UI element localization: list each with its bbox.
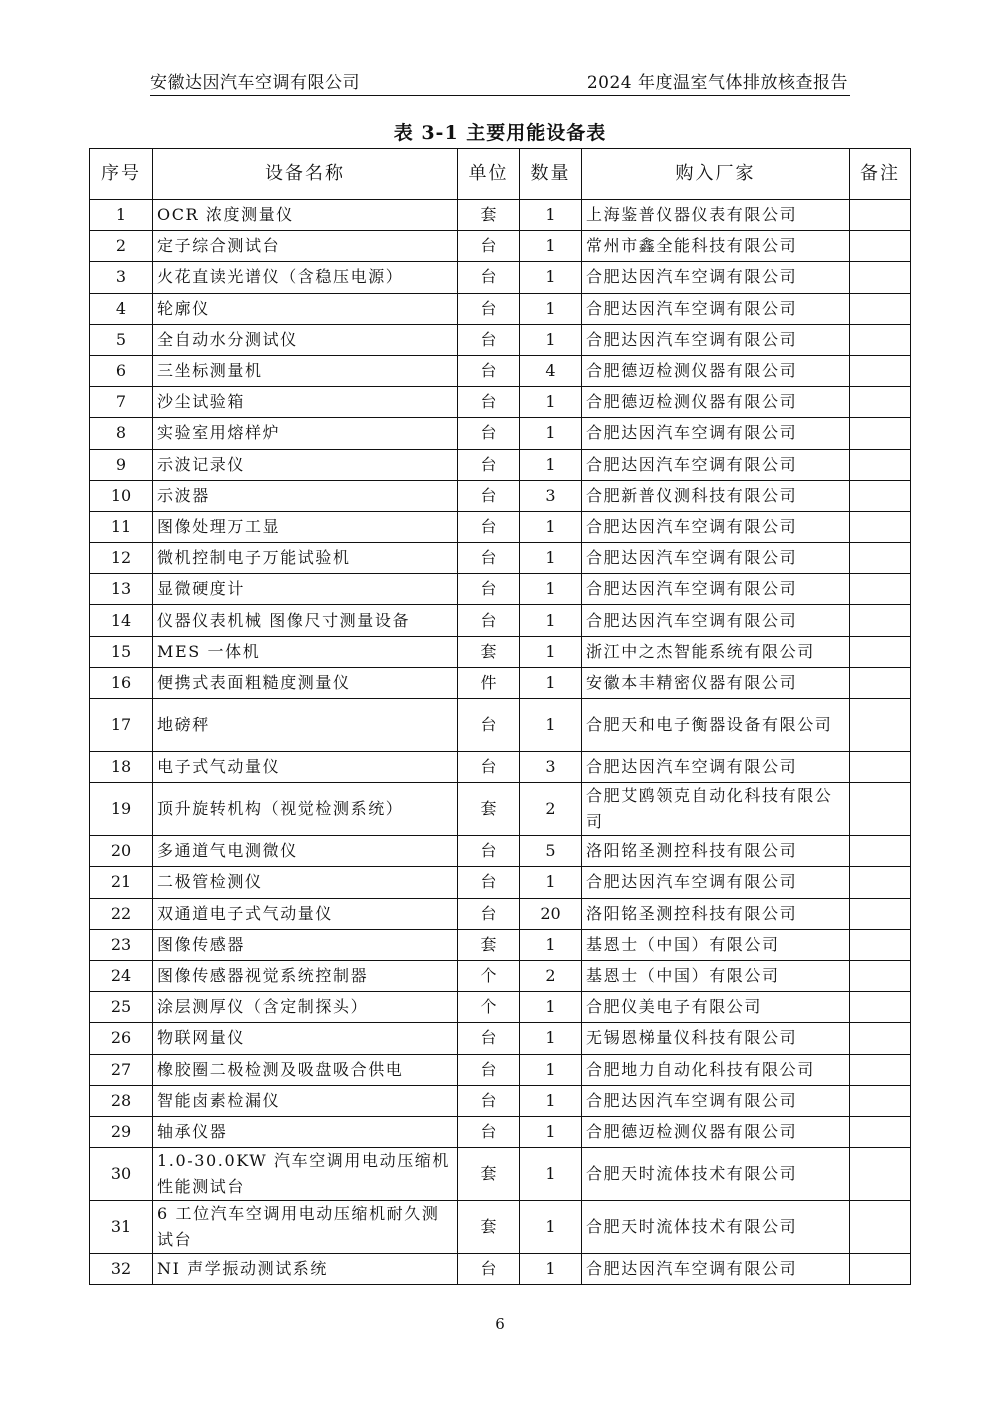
cell-vendor: 合肥地力自动化科技有限公司 [582,1054,850,1085]
cell-equipment-name: 全自动水分测试仪 [153,324,458,355]
cell-quantity: 1 [520,231,582,262]
cell-quantity: 1 [520,200,582,231]
cell-quantity: 1 [520,699,582,752]
cell-equipment-name: 仪器仪表机械 图像尺寸测量设备 [153,605,458,636]
table-row [90,836,911,867]
cell-no: 17 [90,699,153,752]
table-row [90,480,911,511]
equipment-table [89,148,911,1285]
table-row [90,543,911,574]
cell-no: 3 [90,262,153,293]
cell-no: 21 [90,867,153,898]
cell-no: 15 [90,636,153,667]
table-row [90,699,911,752]
cell-equipment-name: 涂层测厚仪（含定制探头） [153,992,458,1023]
cell-quantity: 1 [520,262,582,293]
cell-note [850,699,911,752]
cell-vendor: 合肥达因汽车空调有限公司 [582,867,850,898]
cell-vendor: 洛阳铭圣测控科技有限公司 [582,836,850,867]
cell-quantity: 1 [520,1116,582,1147]
cell-vendor: 合肥达因汽车空调有限公司 [582,1254,850,1285]
cell-equipment-name: 电子式气动量仪 [153,752,458,783]
table-row [90,929,911,960]
cell-equipment-name: 图像处理万工显 [153,511,458,542]
cell-note [850,387,911,418]
table-row [90,511,911,542]
cell-equipment-name: 火花直读光谱仪（含稳压电源） [153,262,458,293]
table-row [90,1023,911,1054]
cell-equipment-name: 定子综合测试台 [153,231,458,262]
cell-equipment-name: MES 一体机 [153,636,458,667]
cell-note [850,1201,911,1254]
cell-no: 29 [90,1116,153,1147]
cell-no: 9 [90,449,153,480]
cell-no: 1 [90,200,153,231]
table-row [90,200,911,231]
table-row [90,418,911,449]
cell-quantity: 20 [520,898,582,929]
cell-quantity: 1 [520,511,582,542]
cell-vendor: 合肥天时流体技术有限公司 [582,1201,850,1254]
cell-unit: 台 [458,355,520,386]
cell-no: 22 [90,898,153,929]
header-rule [150,95,850,96]
cell-note [850,1085,911,1116]
cell-unit: 台 [458,574,520,605]
cell-vendor: 基恩士（中国）有限公司 [582,929,850,960]
cell-unit: 套 [458,929,520,960]
cell-no: 6 [90,355,153,386]
cell-unit: 台 [458,752,520,783]
cell-unit: 台 [458,418,520,449]
header-company: 安徽达因汽车空调有限公司 [150,73,360,93]
cell-note [850,667,911,698]
cell-quantity: 1 [520,992,582,1023]
cell-unit: 个 [458,992,520,1023]
cell-note [850,324,911,355]
table-row [90,355,911,386]
cell-unit: 台 [458,511,520,542]
cell-unit: 套 [458,1201,520,1254]
cell-quantity: 1 [520,667,582,698]
table-row [90,636,911,667]
cell-unit: 台 [458,1116,520,1147]
cell-unit: 台 [458,1023,520,1054]
cell-note [850,783,911,836]
cell-equipment-name: 三坐标测量机 [153,355,458,386]
cell-note [850,867,911,898]
cell-equipment-name: 物联网量仪 [153,1023,458,1054]
cell-no: 31 [90,1201,153,1254]
col-header-unit: 单位 [458,149,520,200]
cell-unit: 台 [458,867,520,898]
cell-quantity: 1 [520,449,582,480]
cell-unit: 套 [458,200,520,231]
cell-quantity: 1 [520,543,582,574]
cell-quantity: 1 [520,867,582,898]
cell-note [850,449,911,480]
cell-equipment-name: 微机控制电子万能试验机 [153,543,458,574]
table-row [90,574,911,605]
cell-vendor: 合肥达因汽车空调有限公司 [582,511,850,542]
cell-unit: 台 [458,605,520,636]
cell-vendor: 合肥达因汽车空调有限公司 [582,262,850,293]
cell-no: 11 [90,511,153,542]
cell-vendor: 合肥达因汽车空调有限公司 [582,752,850,783]
cell-vendor: 合肥达因汽车空调有限公司 [582,1085,850,1116]
cell-no: 14 [90,605,153,636]
cell-equipment-name: 轴承仪器 [153,1116,458,1147]
cell-vendor: 安徽本丰精密仪器有限公司 [582,667,850,698]
cell-quantity: 1 [520,1201,582,1254]
cell-unit: 台 [458,1254,520,1285]
table-row [90,324,911,355]
cell-equipment-name: 轮廓仪 [153,293,458,324]
cell-equipment-name: 显微硬度计 [153,574,458,605]
cell-no: 2 [90,231,153,262]
cell-vendor: 合肥天时流体技术有限公司 [582,1148,850,1201]
table-caption: 表 3-1 主要用能设备表 [393,122,607,144]
cell-note [850,355,911,386]
cell-note [850,929,911,960]
table-row [90,1254,911,1285]
cell-quantity: 1 [520,418,582,449]
cell-quantity: 3 [520,480,582,511]
col-header-qty: 数量 [520,149,582,200]
cell-note [850,200,911,231]
cell-unit: 台 [458,1085,520,1116]
cell-note [850,231,911,262]
cell-note [850,418,911,449]
cell-quantity: 1 [520,293,582,324]
cell-unit: 台 [458,449,520,480]
cell-quantity: 2 [520,960,582,991]
cell-note [850,543,911,574]
cell-quantity: 4 [520,355,582,386]
cell-note [850,992,911,1023]
table-row [90,387,911,418]
cell-no: 28 [90,1085,153,1116]
table-row [90,1116,911,1147]
table-row [90,992,911,1023]
cell-note [850,836,911,867]
cell-equipment-name: 示波记录仪 [153,449,458,480]
cell-unit: 台 [458,293,520,324]
cell-no: 19 [90,783,153,836]
cell-vendor: 合肥达因汽车空调有限公司 [582,543,850,574]
cell-note [850,1054,911,1085]
cell-vendor: 合肥仪美电子有限公司 [582,992,850,1023]
cell-vendor: 合肥天和电子衡器设备有限公司 [582,699,850,752]
cell-unit: 台 [458,543,520,574]
page-number: 6 [495,1315,505,1333]
table-row [90,605,911,636]
cell-unit: 台 [458,231,520,262]
table-row [90,1054,911,1085]
cell-note [850,480,911,511]
header-report-title: 2024 年度温室气体排放核查报告 [586,73,848,93]
cell-quantity: 5 [520,836,582,867]
table-row [90,960,911,991]
cell-unit: 台 [458,387,520,418]
cell-equipment-name: 多通道气电测微仪 [153,836,458,867]
col-header-name: 设备名称 [153,149,458,200]
cell-equipment-name: 橡胶圈二极检测及吸盘吸合供电 [153,1054,458,1085]
cell-note [850,605,911,636]
cell-equipment-name: 便携式表面粗糙度测量仪 [153,667,458,698]
cell-vendor: 无锡恩梯量仪科技有限公司 [582,1023,850,1054]
cell-equipment-name: 1.0-30.0KW 汽车空调用电动压缩机性能测试台 [153,1148,458,1201]
cell-note [850,1116,911,1147]
cell-unit: 个 [458,960,520,991]
cell-vendor: 合肥德迈检测仪器有限公司 [582,387,850,418]
cell-no: 26 [90,1023,153,1054]
cell-unit: 套 [458,636,520,667]
cell-note [850,1148,911,1201]
table-row [90,898,911,929]
col-header-no: 序号 [90,149,153,200]
cell-vendor: 合肥艾鸥领克自动化科技有限公司 [582,783,850,836]
cell-unit: 套 [458,1148,520,1201]
cell-unit: 套 [458,783,520,836]
cell-no: 12 [90,543,153,574]
col-header-note: 备注 [850,149,911,200]
table-row [90,752,911,783]
cell-no: 4 [90,293,153,324]
cell-unit: 台 [458,1054,520,1085]
cell-equipment-name: 图像传感器视觉系统控制器 [153,960,458,991]
cell-vendor: 合肥达因汽车空调有限公司 [582,418,850,449]
cell-unit: 台 [458,898,520,929]
cell-no: 24 [90,960,153,991]
cell-no: 5 [90,324,153,355]
cell-vendor: 合肥新普仪测科技有限公司 [582,480,850,511]
cell-note [850,1023,911,1054]
cell-no: 20 [90,836,153,867]
cell-vendor: 基恩士（中国）有限公司 [582,960,850,991]
cell-no: 10 [90,480,153,511]
cell-equipment-name: 顶升旋转机构（视觉检测系统） [153,783,458,836]
cell-no: 18 [90,752,153,783]
cell-note [850,960,911,991]
table-row [90,783,911,836]
cell-note [850,511,911,542]
cell-equipment-name: 实验室用熔样炉 [153,418,458,449]
table-row [90,449,911,480]
cell-equipment-name: 6 工位汽车空调用电动压缩机耐久测试台 [153,1201,458,1254]
cell-unit: 台 [458,836,520,867]
table-row [90,293,911,324]
cell-unit: 台 [458,324,520,355]
cell-note [850,262,911,293]
cell-note [850,293,911,324]
cell-vendor: 上海鉴普仪器仪表有限公司 [582,200,850,231]
cell-no: 13 [90,574,153,605]
cell-quantity: 1 [520,1148,582,1201]
cell-no: 8 [90,418,153,449]
cell-unit: 台 [458,262,520,293]
cell-quantity: 1 [520,1085,582,1116]
cell-quantity: 1 [520,636,582,667]
table-row [90,1148,911,1201]
cell-note [850,636,911,667]
cell-quantity: 1 [520,1023,582,1054]
table-row [90,1201,911,1254]
cell-quantity: 1 [520,1254,582,1285]
cell-unit: 台 [458,699,520,752]
cell-vendor: 浙江中之杰智能系统有限公司 [582,636,850,667]
cell-note [850,898,911,929]
cell-equipment-name: 二极管检测仪 [153,867,458,898]
table-row [90,667,911,698]
cell-quantity: 1 [520,387,582,418]
cell-vendor: 合肥达因汽车空调有限公司 [582,449,850,480]
table-row [90,1085,911,1116]
cell-quantity: 1 [520,605,582,636]
cell-quantity: 1 [520,929,582,960]
cell-unit: 台 [458,480,520,511]
cell-equipment-name: 示波器 [153,480,458,511]
cell-no: 30 [90,1148,153,1201]
cell-quantity: 3 [520,752,582,783]
cell-no: 27 [90,1054,153,1085]
cell-vendor: 合肥达因汽车空调有限公司 [582,574,850,605]
cell-no: 32 [90,1254,153,1285]
col-header-vendor: 购入厂家 [582,149,850,200]
cell-note [850,574,911,605]
cell-note [850,1254,911,1285]
cell-quantity: 2 [520,783,582,836]
cell-equipment-name: 沙尘试验箱 [153,387,458,418]
cell-equipment-name: OCR 浓度测量仪 [153,200,458,231]
cell-equipment-name: 地磅秤 [153,699,458,752]
cell-vendor: 常州市鑫全能科技有限公司 [582,231,850,262]
cell-vendor: 合肥达因汽车空调有限公司 [582,605,850,636]
cell-equipment-name: 图像传感器 [153,929,458,960]
cell-no: 25 [90,992,153,1023]
table-row [90,262,911,293]
cell-vendor: 合肥达因汽车空调有限公司 [582,324,850,355]
cell-unit: 件 [458,667,520,698]
cell-equipment-name: 双通道电子式气动量仪 [153,898,458,929]
cell-vendor: 洛阳铭圣测控科技有限公司 [582,898,850,929]
cell-quantity: 1 [520,324,582,355]
cell-equipment-name: 智能卤素检漏仪 [153,1085,458,1116]
cell-no: 23 [90,929,153,960]
cell-quantity: 1 [520,574,582,605]
table-header-row [90,149,911,200]
cell-vendor: 合肥德迈检测仪器有限公司 [582,355,850,386]
cell-no: 16 [90,667,153,698]
cell-vendor: 合肥达因汽车空调有限公司 [582,293,850,324]
table-row [90,867,911,898]
cell-quantity: 1 [520,1054,582,1085]
cell-vendor: 合肥德迈检测仪器有限公司 [582,1116,850,1147]
table-row [90,231,911,262]
cell-no: 7 [90,387,153,418]
cell-note [850,752,911,783]
table-body [90,200,911,1285]
cell-equipment-name: NI 声学振动测试系统 [153,1254,458,1285]
